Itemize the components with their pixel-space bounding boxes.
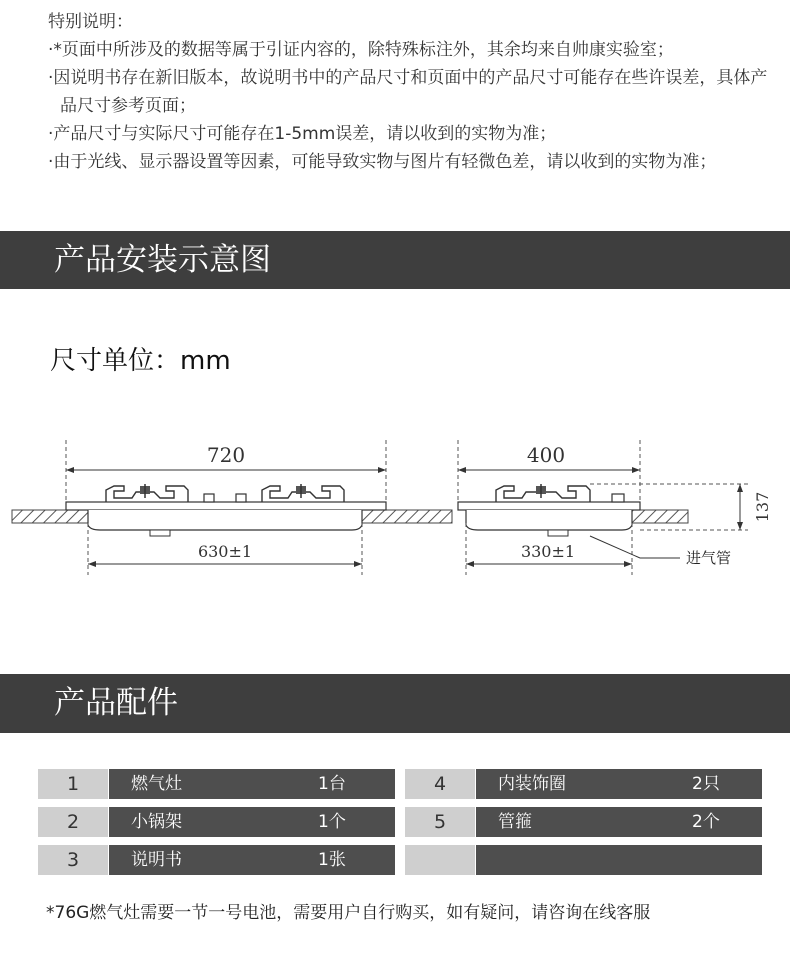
dim-front-cutout: 630±1: [197, 542, 253, 561]
dim-front-width: 720: [206, 443, 246, 467]
item-number: 4: [405, 769, 475, 799]
item-number: 5: [405, 807, 475, 837]
item-qty: 1张: [318, 850, 346, 870]
notes-heading: 特别说明：: [48, 12, 133, 32]
special-notes: [48, 8, 778, 176]
table-row: [38, 769, 762, 799]
item-qty: 2只: [692, 774, 720, 794]
item-qty: 1个: [318, 812, 346, 832]
dim-side-depth: 400: [526, 443, 566, 467]
item-name: 燃气灶: [109, 769, 395, 799]
item-number: 2: [38, 807, 108, 837]
item-name: [476, 845, 762, 875]
accessories-section-title: 产品配件: [0, 674, 790, 733]
countertop-left: [12, 510, 88, 523]
item-number: 1: [38, 769, 108, 799]
side-body: [466, 510, 632, 530]
table-row: [38, 807, 762, 837]
battery-footnote: *76G燃气灶需要一节一号电池，需要用户自行购买，如有疑问，请咨询在线客服: [46, 903, 651, 923]
item-name: 小锅架: [109, 807, 395, 837]
installation-diagram: [0, 430, 790, 620]
countertop-side: [632, 510, 688, 523]
hob-panel: [66, 502, 386, 510]
table-row: [38, 845, 762, 875]
note-item: ·因说明书存在新旧版本，故说明书中的产品尺寸和页面中的产品尺寸可能存在些许误差，具体产品尺寸参考页面；: [48, 68, 768, 116]
note-item: ·产品尺寸与实际尺寸可能存在1-5mm误差，请以收到的实物为准；: [48, 124, 557, 144]
dim-height: 137: [753, 491, 772, 523]
side-panel: [458, 502, 640, 510]
gas-pipe-label: 进气管: [686, 549, 732, 567]
item-name: 管箍: [476, 807, 762, 837]
unit-label: 尺寸单位：mm: [50, 346, 231, 376]
item-name: 说明书: [109, 845, 395, 875]
note-item: ·由于光线、显示器设置等因素，可能导致实物与图片有轻微色差，请以收到的实物为准；: [48, 152, 717, 172]
item-number: [405, 845, 475, 875]
item-name: 内装饰圈: [476, 769, 762, 799]
install-section-title: 产品安装示意图: [0, 231, 790, 289]
note-item: ·*页面中所涉及的数据等属于引证内容的，除特殊标注外，其余均来自帅康实验室；: [48, 40, 674, 60]
front-view: [12, 440, 452, 575]
dim-side-cutout: 330±1: [520, 542, 576, 561]
side-view: [458, 440, 772, 575]
item-qty: 2个: [692, 812, 720, 832]
countertop-right: [362, 510, 452, 523]
hob-body: [88, 510, 362, 530]
item-number: 3: [38, 845, 108, 875]
item-qty: 1台: [318, 774, 346, 794]
